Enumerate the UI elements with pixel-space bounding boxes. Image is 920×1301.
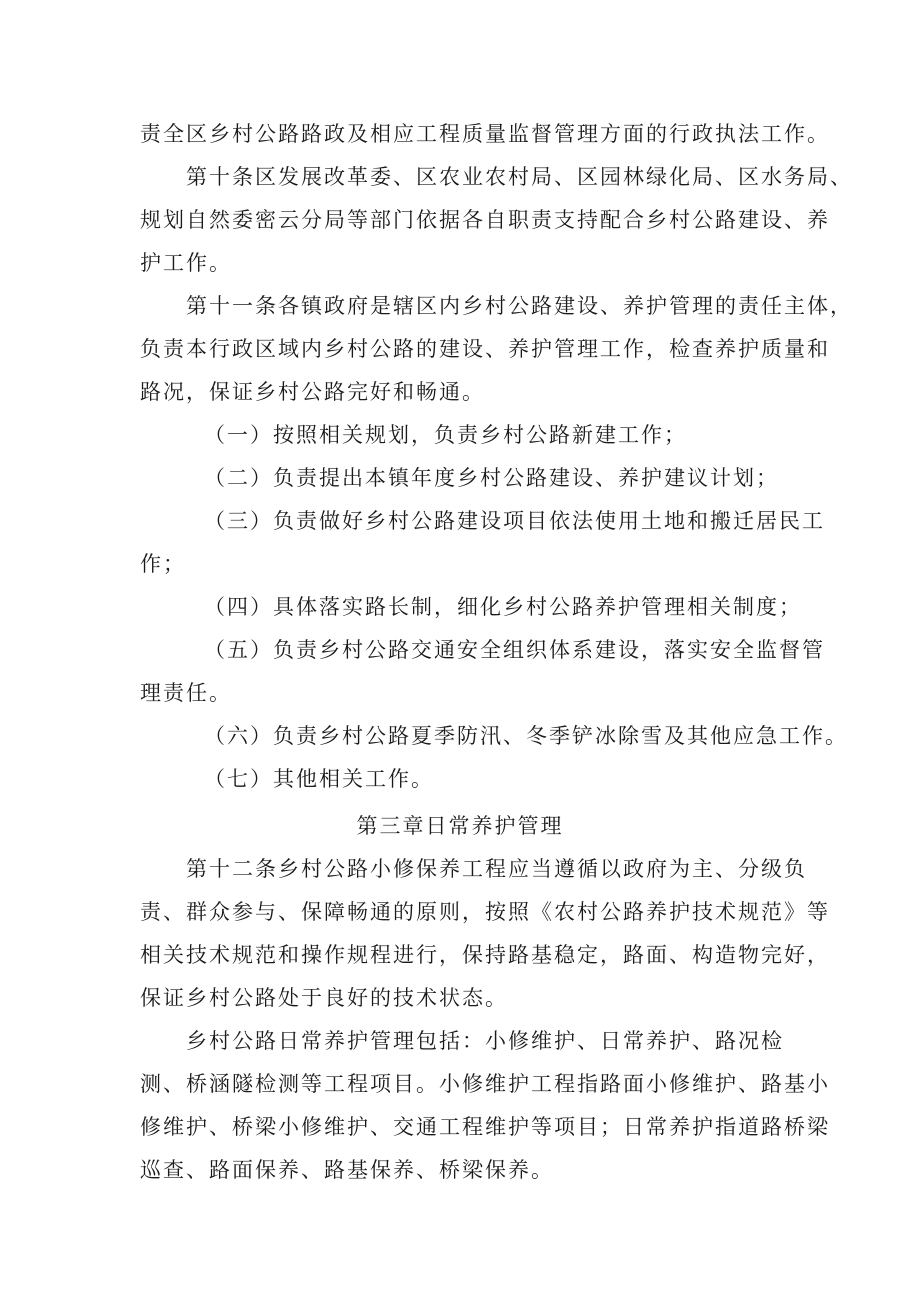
article-11-line-1: 第十一条各镇政府是辖区内乡村公路建设、养护管理的责任主体， xyxy=(186,294,853,318)
maintenance-para-line-3: 修维护、桥梁小修维护、交通工程维护等项目；日常养护指道路桥梁 xyxy=(140,1115,830,1139)
chapter-3-heading: 第三章日常养护管理 xyxy=(356,814,564,838)
article-12-line-4: 保证乡村公路处于良好的技术状态。 xyxy=(140,986,508,1010)
item-2: （二）负责提出本镇年度乡村公路建设、养护建议计划； xyxy=(204,466,779,490)
article-11-line-2: 负责本行政区域内乡村公路的建设、养护管理工作，检查养护质量和 xyxy=(140,337,830,361)
maintenance-para-line-4: 巡查、路面保养、路基保养、桥梁保养。 xyxy=(140,1158,554,1182)
article-12-line-2: 责、群众参与、保障畅通的原则，按照《农村公路养护技术规范》等 xyxy=(140,900,830,924)
item-3-line-1: （三）负责做好乡村公路建设项目依法使用土地和搬迁居民工 xyxy=(204,509,825,533)
item-1: （一）按照相关规划，负责乡村公路新建工作； xyxy=(204,423,687,447)
article-12-line-3: 相关技术规范和操作规程进行，保持路基稳定，路面、构造物完好， xyxy=(140,943,830,967)
item-4: （四）具体落实路长制，细化乡村公路养护管理相关制度； xyxy=(204,595,802,619)
article-11-line-3: 路况，保证乡村公路完好和畅通。 xyxy=(140,380,485,404)
article-12-line-1: 第十二条乡村公路小修保养工程应当遵循以政府为主、分级负 xyxy=(186,857,807,881)
maintenance-para-line-2: 测、桥涵隧检测等工程项目。小修维护工程指路面小修维护、路基小 xyxy=(140,1072,830,1096)
item-7: （七）其他相关工作。 xyxy=(204,767,434,791)
article-10-line-1: 第十条区发展改革委、区农业农村局、区园林绿化局、区水务局、 xyxy=(186,165,853,189)
item-5-line-1: （五）负责乡村公路交通安全组织体系建设，落实安全监督管 xyxy=(204,638,825,662)
article-10-line-2: 规划自然委密云分局等部门依据各自职责支持配合乡村公路建设、养 xyxy=(140,208,830,232)
item-5-line-2: 理责任。 xyxy=(140,681,232,705)
item-3-line-2: 作； xyxy=(140,552,186,576)
text-line-1: 责全区乡村公路路政及相应工程质量监督管理方面的行政执法工作。 xyxy=(140,122,830,146)
article-10-line-3: 护工作。 xyxy=(140,251,232,275)
item-6: （六）负责乡村公路夏季防汛、冬季铲冰除雪及其他应急工作。 xyxy=(204,724,848,748)
maintenance-para-line-1: 乡村公路日常养护管理包括：小修维护、日常养护、路况检 xyxy=(186,1029,784,1053)
